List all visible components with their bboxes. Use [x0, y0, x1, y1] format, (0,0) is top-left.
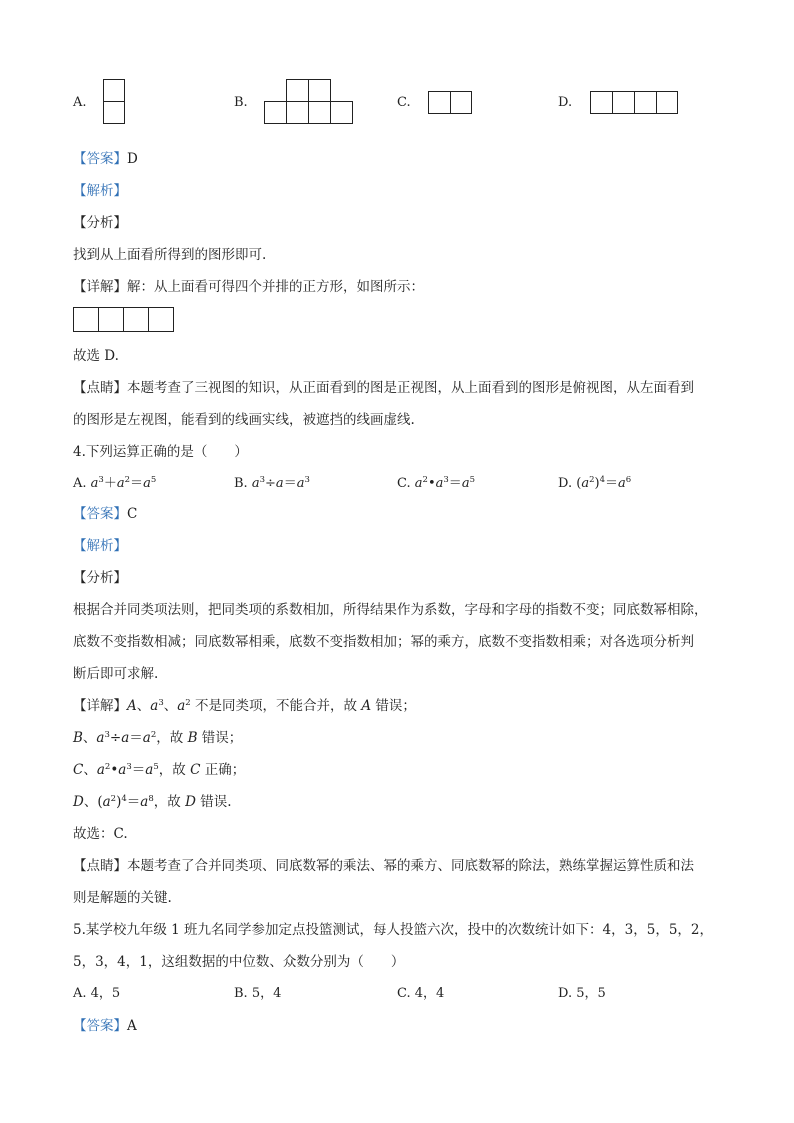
q3-comment-line2: 的图形是左视图，能看到的线画实线，被遮挡的线画虚线. — [73, 412, 415, 428]
q3-conclusion: 故选 D. — [73, 348, 119, 364]
q3-answer: 【答案】D — [73, 151, 138, 167]
q4-fenxi-line2: 底数不变指数相减；同底数幂相乘，底数不变指数相加；幂的乘方，底数不变指数相乘；对各选项分析判 — [73, 634, 694, 650]
q3-option-d-figure — [590, 91, 678, 114]
q5-option-a: A. 4，5 — [73, 986, 121, 1001]
q4-option-a: A. $a^3+a^2=a^5$ — [73, 475, 157, 491]
q3-detail: 【详解】解：从上面看可得四个并排的正方形，如图所示： — [73, 279, 424, 295]
q4-option-c: C. $a^2•a^3=a^5$ — [397, 475, 475, 491]
q4-fenxi-line3: 断后即可求解. — [73, 666, 159, 682]
q3-comment-line1: 【点睛】本题考查了三视图的知识，从正面看到的图是正视图，从上面看到的图形是俯视图，从左面看到 — [73, 380, 694, 396]
q4-stem: 4.下列运算正确的是（ ） — [73, 444, 248, 460]
q4-analysis-heading: 【解析】 — [73, 538, 127, 554]
q4-option-d: D. $(a^2)^4=a^6$ — [558, 475, 632, 491]
q4-detail-b: B、$a^3\div a=a^2$，故 B 错误； — [73, 730, 243, 746]
q4-comment-line2: 则是解题的关键. — [73, 890, 172, 906]
q5-option-b: B. 5，4 — [234, 986, 282, 1001]
q3-detail-figure — [73, 307, 174, 332]
q3-option-a-label: A. — [73, 95, 87, 110]
q3-fenxi-text: 找到从上面看所得到的图形即可. — [73, 247, 267, 263]
q3-fenxi-heading: 【分析】 — [73, 215, 127, 231]
q3-option-b-label: B. — [234, 95, 248, 110]
q5-stem-line1: 5.某学校九年级 1 班九名同学参加定点投篮测试，每人投篮六次，投中的次数统计如下：4，3，5，5，2， — [73, 922, 713, 938]
q5-stem-line2: 5，3，4，1，这组数据的中位数、众数分别为（ ） — [73, 954, 405, 970]
q5-answer: 【答案】A — [73, 1018, 137, 1034]
q3-option-c-label: C. — [397, 95, 411, 110]
q4-answer: 【答案】C — [73, 506, 138, 522]
q4-detail-c: C、$a^2•a^3=a^5$，故 C 正确； — [73, 762, 246, 778]
q5-option-d: D. 5，5 — [558, 986, 606, 1001]
q3-option-b-figure — [264, 79, 353, 124]
q3-option-a-figure — [103, 79, 125, 124]
q5-option-c: C. 4，4 — [397, 986, 445, 1001]
q4-option-b: B. $a^3\div a=a^3$ — [234, 475, 310, 491]
q4-conclusion: 故选：C. — [73, 826, 128, 842]
q3-option-c-figure — [428, 91, 472, 114]
q4-fenxi-line1: 根据合并同类项法则，把同类项的系数相加，所得结果作为系数，字母和字母的指数不变；同底数幂相除， — [73, 602, 708, 618]
q4-comment-line1: 【点睛】本题考查了合并同类项、同底数幂的乘法、幂的乘方、同底数幂的除法，熟练掌握运算性质和法 — [73, 858, 694, 874]
q4-detail-d: D、$(a^2)^4=a^8$，故 D 错误. — [73, 794, 232, 810]
q4-detail-a: 【详解】A、$a^3$、$a^2$ 不是同类项，不能合并，故 A 错误； — [73, 698, 416, 714]
q3-option-d-label: D. — [558, 95, 573, 110]
q4-fenxi-heading: 【分析】 — [73, 570, 127, 586]
q3-analysis-heading: 【解析】 — [73, 183, 127, 199]
